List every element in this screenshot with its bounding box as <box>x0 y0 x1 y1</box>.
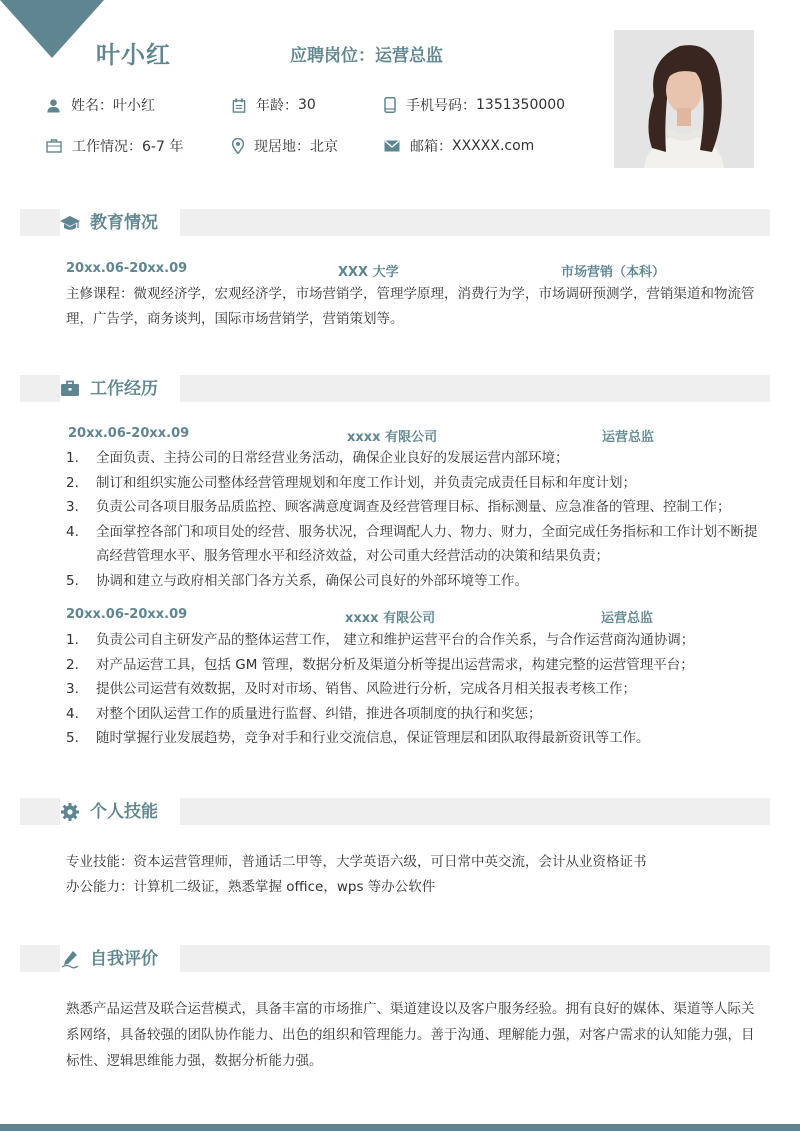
list-item: 5. 随时掌握行业发展趋势，竞争对手和行业交流信息，保证管理层和团队取得最新资讯等工作。 <box>66 730 650 746</box>
info-name <box>46 95 155 115</box>
section-header-skills <box>20 798 770 825</box>
list-item: 4. 全面掌控各部门和项目处的经营、服务状况，合理调配人力、物力、财力，全面完成任务指标和工作计划不断提高经营管理水平、服务管理水平和经济效益，对公司重大经营活动的决策和结果负责； <box>66 523 758 564</box>
job1-company: xxxx 有限公司 <box>347 430 438 445</box>
section-title-education: 教育情况 <box>90 213 158 233</box>
job1-duties <box>66 446 766 593</box>
job2-period: 20xx.06-20xx.09 <box>66 607 188 622</box>
info-phone <box>384 95 565 115</box>
bottom-bar <box>0 1124 800 1131</box>
section-header-self-eval <box>20 945 770 972</box>
skills-professional: 专业技能：资本运营管理师，普通话二甲等，大学英语六级，可日常中英交流，会计从业资格证书 <box>66 854 647 870</box>
education-courses: 主修课程：微观经济学，宏观经济学，市场营销学，管理学原理，消费行为学，市场调研预测学，营销渠道和物流管理，广告学，商务谈判，国际市场营销学，营销策划等。 <box>66 286 755 327</box>
phone-icon <box>384 97 396 113</box>
job2-company: xxxx 有限公司 <box>345 611 436 626</box>
briefcase-icon <box>46 139 62 153</box>
briefcase-icon <box>60 379 80 399</box>
job1-role: 运营总监 <box>602 430 655 445</box>
info-work <box>46 136 183 156</box>
info-name-label: 姓名： <box>71 98 113 114</box>
list-item: 5. 协调和建立与政府相关部门各方关系，确保公司良好的外部环境等工作。 <box>66 572 528 589</box>
info-age-label: 年龄： <box>256 98 298 114</box>
pen-icon <box>60 949 80 969</box>
section-title-work: 工作经历 <box>90 379 158 399</box>
calendar-icon <box>232 98 246 113</box>
section-header-work <box>20 375 770 402</box>
job2-role: 运营总监 <box>601 611 654 626</box>
info-age <box>232 95 316 115</box>
info-city <box>232 136 338 156</box>
list-item: 2. 对产品运营工具，包括 GM 管理，数据分析及渠道分析等提出运营需求，构建完整的运营管理平台； <box>66 656 694 673</box>
info-work-value: 6-7 年 <box>142 139 184 155</box>
list-item: 3. 负责公司各项目服务品质监控、顾客满意度调查及经营管理目标、指标测量、应急准备的管理、控制工作； <box>66 499 731 515</box>
info-email <box>384 136 534 156</box>
list-item: 2. 制订和组织实施公司整体经营管理规划和年度工作计划，并负责完成责任目标和年度计划； <box>66 474 636 491</box>
list-item: 4. 对整个团队运营工作的质量进行监督、纠错，推进各项制度的执行和奖惩； <box>66 705 542 722</box>
education-major: 市场营销（本科） <box>561 265 666 280</box>
position-label: 应聘岗位： <box>290 46 375 66</box>
section-header-education <box>20 209 770 236</box>
self-eval-text: 熟悉产品运营及联合运营模式，具备丰富的市场推广、渠道建设以及客户服务经验。拥有良好的媒体、渠道等人际关系网络，具备较强的团队协作能力、出色的组织和管理能力。善于沟通、理解能力强，对客户需求的认知能力强，目标性、逻辑思维能力强，数据分析能力强。 <box>66 1001 755 1069</box>
list-item: 1. 负责公司自主研发产品的整体运营工作， 建立和维护运营平台的合作关系，与合作运营商沟通协调； <box>66 632 695 648</box>
corner-decoration <box>0 0 104 58</box>
section-title-skills: 个人技能 <box>90 802 158 822</box>
profile-photo <box>614 30 754 168</box>
info-email-label: 邮箱： <box>410 139 452 155</box>
list-item: 3. 提供公司运营有效数据，及时对市场、销售、风险进行分析，完成各月相关报表考核工作； <box>66 681 636 697</box>
education-school: XXX 大学 <box>338 265 399 280</box>
info-phone-value: 1351350000 <box>476 97 566 113</box>
skills-office: 办公能力：计算机二级证，熟悉掌握 office，wps 等办公软件 <box>66 879 436 895</box>
gear-icon <box>60 802 80 822</box>
info-city-label: 现居地： <box>254 139 310 155</box>
info-email-value: XXXXX.com <box>452 138 535 154</box>
education-period: 20xx.06-20xx.09 <box>66 261 188 276</box>
job2-duties <box>66 628 766 751</box>
candidate-name: 叶小红 <box>96 41 171 69</box>
job1-period: 20xx.06-20xx.09 <box>68 426 190 441</box>
info-age-value: 30 <box>298 97 316 113</box>
mail-icon <box>384 140 400 152</box>
applied-position <box>290 41 443 66</box>
graduation-cap-icon <box>60 213 80 233</box>
person-icon <box>46 98 61 113</box>
location-icon <box>232 138 244 154</box>
info-work-label: 工作情况： <box>72 139 142 155</box>
position-value: 运营总监 <box>375 46 443 66</box>
info-phone-label: 手机号码： <box>406 98 476 114</box>
info-city-value: 北京 <box>310 139 338 155</box>
list-item: 1. 全面负责、主持公司的日常经营业务活动，确保企业良好的发展运营内部环境； <box>66 450 569 466</box>
info-name-value: 叶小红 <box>113 98 155 114</box>
section-title-self-eval: 自我评价 <box>90 949 158 969</box>
